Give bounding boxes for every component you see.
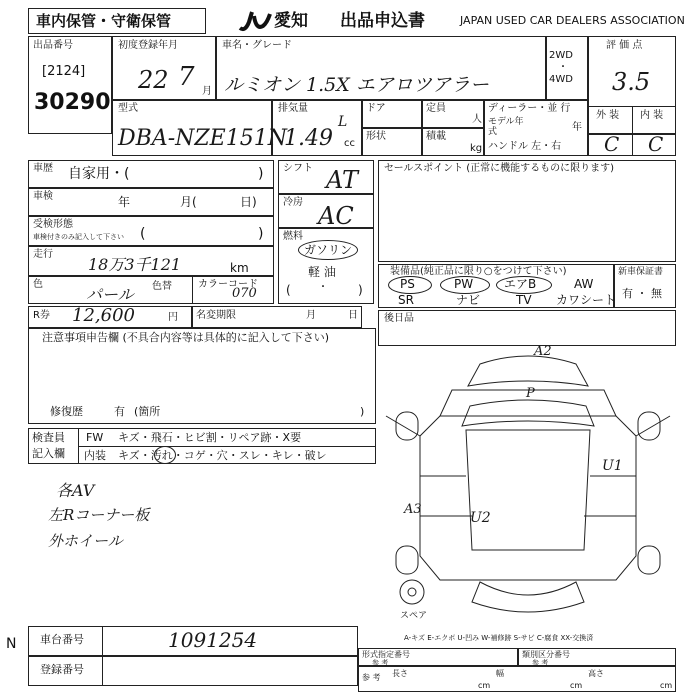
- aircon-value: AC: [318, 202, 354, 230]
- lot-label: 出品番号: [33, 40, 73, 51]
- form-spec-label: 形式指定番号: [362, 650, 410, 659]
- drive-4wd: 4WD: [549, 74, 573, 85]
- car-name-value: ルミオン 1.5X エアロツアラー: [224, 74, 489, 96]
- grade-ext-value: C: [604, 132, 620, 156]
- repair-close: ): [360, 405, 365, 418]
- grade-ext-label: 外 装: [596, 110, 620, 121]
- damage-legend: A-キズ E-エクボ U-凹み W-補修跡 S-サビ C-腐食 XX-交換済: [404, 634, 594, 642]
- fuel-option-diesel: 軽 油: [308, 265, 336, 279]
- ju-logo: [236, 8, 274, 34]
- logo-place: 愛知: [274, 11, 308, 31]
- dims-cm-3: cm: [660, 681, 673, 690]
- diag-mark-p: P: [526, 386, 535, 401]
- inspection-box: [28, 188, 274, 216]
- car-name-label: 車名・グレード: [222, 40, 292, 51]
- dims-length: 長さ: [392, 669, 408, 678]
- inspector-fw: FW: [86, 431, 104, 444]
- association-name: JAPAN USED CAR DEALERS ASSOCIATION: [460, 14, 685, 27]
- displacement-suffix: L: [338, 114, 348, 130]
- inspection-month: 月(: [180, 195, 197, 209]
- mileage-value: 18万3千121: [88, 255, 182, 274]
- grade-label: 評 価 点: [606, 40, 643, 51]
- color-value: パール: [86, 285, 134, 304]
- post-label: 後日品: [384, 313, 414, 324]
- color-change-label: 色替: [152, 281, 172, 292]
- door-label: ドア: [366, 103, 386, 114]
- registration-label: 登録番号: [40, 663, 84, 676]
- warranty-label: 新車保証書: [618, 267, 664, 277]
- diag-mark-u1: U1: [602, 458, 623, 474]
- grade-int-label: 内 装: [640, 110, 664, 121]
- model-year-label: モデル年式: [488, 117, 524, 137]
- capacity-label: 定員: [426, 103, 446, 114]
- drive-2wd: 2WD: [549, 50, 573, 61]
- dims-width: 幅: [496, 669, 504, 678]
- notes-label: 注意事項申告欄 (不具合内容等は具体的に記入して下さい): [42, 331, 330, 344]
- equipment-sr: SR: [398, 293, 414, 307]
- form-spec-ref: 参 考: [372, 659, 389, 667]
- chassis-mark: N: [6, 636, 17, 652]
- inspector-fw-items: キズ・飛石・ヒビ割・リペア跡・X要: [118, 431, 302, 444]
- history-box: [28, 160, 274, 188]
- fuel-option-dot: ・: [318, 282, 328, 293]
- equipment-airbag: エアB: [504, 277, 537, 291]
- inspection-label: 車検: [33, 191, 53, 202]
- fuel-label: 燃料: [283, 231, 303, 242]
- inspection-day: 日): [240, 195, 257, 209]
- title-change-label: 名変期限: [196, 310, 236, 321]
- history-label: 車歴: [33, 163, 53, 174]
- dims-height: 高さ: [588, 669, 604, 678]
- color-code-label: カラーコード: [198, 279, 258, 290]
- equipment-label: 装備品(純正品に限り○をつけて下さい): [390, 266, 567, 277]
- displacement-value: 1.49: [284, 126, 333, 151]
- post-box: [378, 310, 676, 346]
- grade-int-value: C: [648, 132, 664, 156]
- lot-tag: [2124]: [42, 64, 86, 79]
- chassis-value: 1091254: [168, 628, 258, 652]
- equipment-leather: カワシート: [556, 293, 617, 307]
- diag-mark-a3: A3: [404, 502, 422, 517]
- history-close: ): [258, 166, 264, 182]
- inspector-label: 検査員: [32, 431, 65, 444]
- repair-where: (箇所: [134, 405, 161, 418]
- dealer-label: ディーラー・並 行: [488, 103, 571, 114]
- handle-label: ハンドル 左・右: [488, 141, 562, 152]
- first-reg-year: 22: [138, 66, 169, 94]
- class-no-ref: 参 考: [532, 659, 549, 667]
- repair-label: 修復歴: [50, 405, 83, 418]
- sales-point-label: セールスポイント (正常に機能するものに限ります): [384, 163, 615, 174]
- recycle-value: 12,600: [72, 305, 135, 326]
- grade-split: [632, 106, 633, 134]
- inspector-interior-circle: [154, 446, 176, 464]
- inspector-row-line: [78, 446, 376, 447]
- repair-yes: 有: [114, 405, 125, 418]
- model-label: 型式: [118, 103, 138, 114]
- inspection-receipt-sub: 車検付きのみ記入して下さい: [33, 233, 124, 241]
- warranty-value: 有 ・ 無: [622, 287, 662, 300]
- fuel-option-gasoline: ガソリン: [304, 243, 353, 257]
- shape-label: 形状: [366, 131, 386, 142]
- inspection-receipt-open: (: [140, 226, 146, 242]
- aircon-label: 冷房: [283, 197, 303, 208]
- lot-number: 30290: [34, 90, 111, 115]
- spare-label: スペア: [400, 611, 428, 621]
- dims-cm-1: cm: [478, 681, 491, 690]
- inspection-year: 年: [118, 195, 131, 209]
- load-unit: kg: [470, 143, 483, 154]
- storage-title: 車内保管・守衛保管: [36, 12, 172, 30]
- equipment-navi: ナビ: [456, 293, 481, 307]
- inspector-note-2: 左Rコーナー板: [48, 506, 150, 524]
- shift-label: シフト: [283, 163, 313, 174]
- diag-mark-a2: A2: [534, 344, 552, 359]
- fuel-option-close: ): [358, 283, 363, 297]
- mileage-unit: km: [230, 261, 249, 275]
- registration-split: [102, 656, 103, 686]
- dims-cm-2: cm: [570, 681, 583, 690]
- recycle-label: R券: [33, 310, 50, 321]
- color-label: 色: [33, 279, 43, 290]
- first-reg-label: 初度登録年月: [118, 40, 178, 51]
- fuel-option-open: (: [286, 283, 291, 297]
- inspector-label2: 記入欄: [32, 447, 65, 460]
- model-year-unit: 年: [572, 122, 582, 133]
- first-reg-month-suffix: 月: [202, 86, 212, 97]
- equipment-ps: PS: [400, 277, 415, 291]
- dims-ref: 参 考: [362, 673, 381, 682]
- equipment-tv: TV: [516, 293, 532, 307]
- displacement-label: 排気量: [278, 103, 308, 114]
- color-split: [192, 276, 193, 304]
- recycle-unit: 円: [168, 312, 178, 323]
- grade-detail-split: [632, 134, 633, 156]
- inspector-interior-items: キズ・汚れ・コゲ・穴・スレ・キレ・破レ: [118, 449, 327, 462]
- displacement-unit: cc: [344, 138, 355, 149]
- sales-point-box: [378, 160, 676, 262]
- inspection-receipt-close: ): [258, 226, 264, 242]
- inspector-note-3: 外ホイール: [48, 532, 123, 550]
- color-code: 070: [232, 286, 257, 301]
- capacity-unit: 人: [472, 114, 482, 125]
- inspector-interior: 内装: [84, 449, 106, 462]
- chassis-split: [102, 626, 103, 656]
- chassis-label: 車台番号: [40, 633, 84, 646]
- mileage-label: 走行: [33, 249, 53, 260]
- equipment-aw: AW: [574, 277, 594, 291]
- equipment-pw: PW: [454, 277, 474, 291]
- model-value: DBA-NZE151N: [118, 126, 287, 151]
- inspector-note-1: 各AV: [56, 481, 95, 500]
- load-label: 積載: [426, 131, 446, 142]
- title-change-month: 月: [306, 310, 316, 321]
- inspection-receipt-label: 受検形態: [33, 219, 73, 230]
- title-change-day: 日: [348, 310, 358, 321]
- grade-value: 3.5: [612, 68, 651, 96]
- class-no-label: 類別区分番号: [522, 650, 570, 659]
- drive-dot: ・: [558, 62, 568, 73]
- shift-value: AT: [326, 166, 359, 194]
- first-reg-month: 7: [178, 62, 195, 92]
- history-value: 自家用・(: [68, 166, 130, 182]
- form-title: 出品申込書: [340, 11, 425, 31]
- diag-mark-u2: U2: [470, 510, 491, 526]
